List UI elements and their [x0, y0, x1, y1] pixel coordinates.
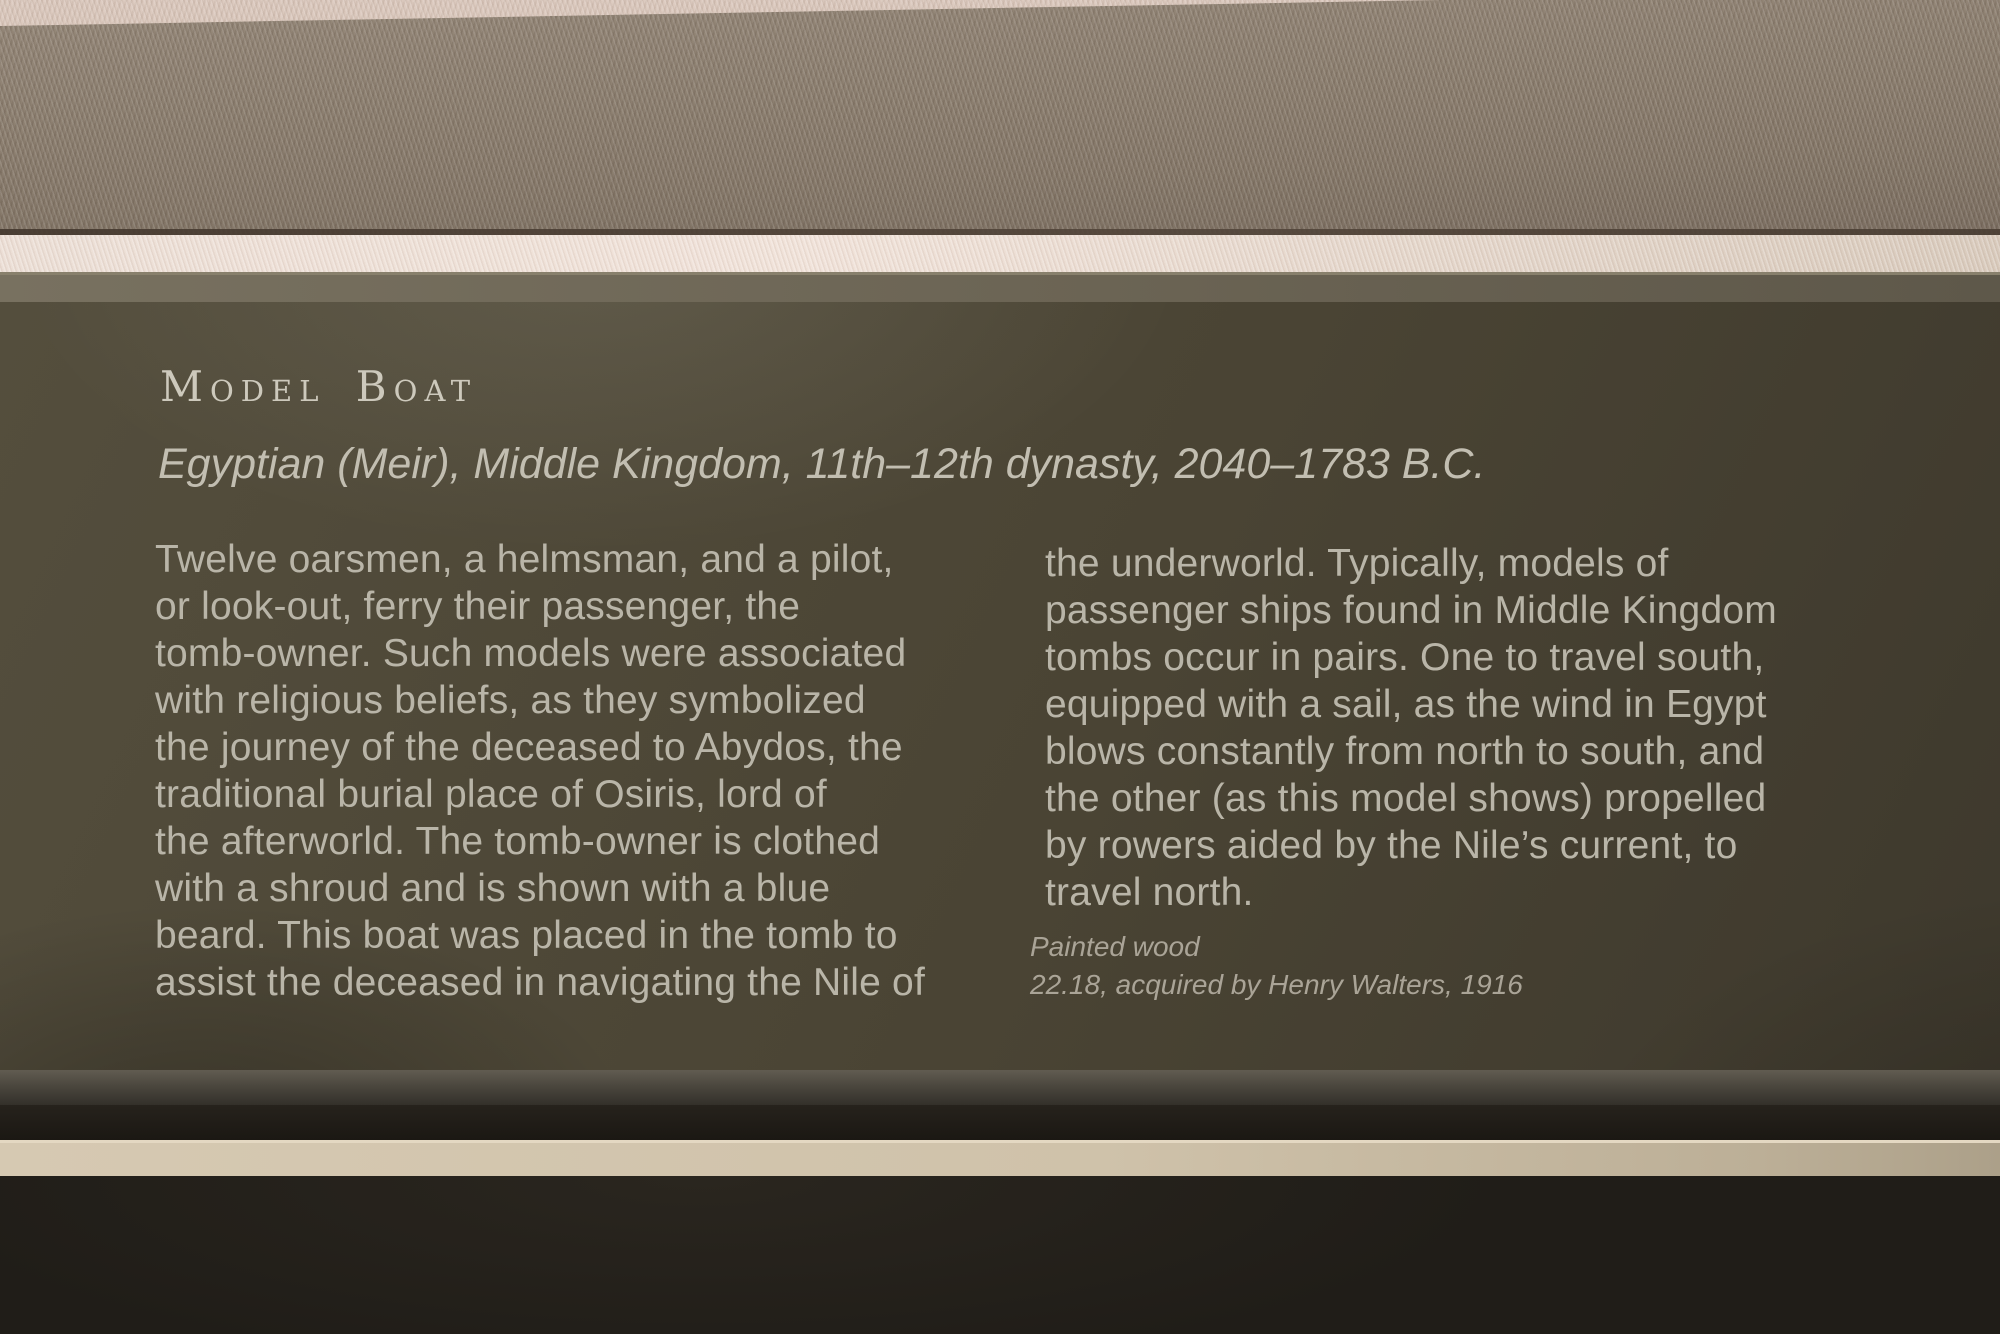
body-column-left [155, 536, 925, 1006]
body-text-line: or look-out, ferry their passenger, the [155, 585, 801, 628]
case-base-dark [0, 1176, 2000, 1334]
body-text-line: the other (as this model shows) propelled [1045, 777, 1767, 820]
plaque-face [0, 302, 2000, 1070]
plaque-bottom-bevel [0, 1070, 2000, 1105]
case-ledge-strip [0, 1140, 2000, 1176]
body-text-line: travel north. [1045, 871, 1254, 914]
body-text-line: the journey of the deceased to Abydos, the [155, 726, 903, 769]
plaque-top-bevel [0, 272, 2000, 302]
body-text-line: with religious beliefs, as they symbolized [155, 679, 866, 722]
body-text-line: the underworld. Typically, models of [1045, 542, 1669, 585]
gallery-wall-fabric [0, 0, 2000, 272]
label-plaque [0, 272, 2000, 1105]
body-text-line: with a shroud and is shown with a blue [155, 867, 831, 910]
body-text-line: by rowers aided by the Nile’s current, to [1045, 824, 1738, 867]
artifact-title: Model Boat [160, 362, 478, 411]
body-text-line: tombs occur in pairs. One to travel south, [1045, 636, 1765, 679]
body-text-line: tomb-owner. Such models were associated [155, 632, 907, 675]
shadow-gap [0, 1105, 2000, 1140]
body-text-line: passenger ships found in Middle Kingdom [1045, 589, 1777, 632]
artifact-tombstone: Egyptian (Meir), Middle Kingdom, 11th–12th dynasty, 2040–1783 B.C. [158, 440, 1486, 488]
body-text-line: Twelve oarsmen, a helmsman, and a pilot, [155, 538, 894, 581]
body-text-line: assist the deceased in navigating the Nile of [155, 961, 925, 1004]
accession-line: 22.18, acquired by Henry Walters, 1916 [1030, 969, 1523, 1000]
credit-block [1030, 928, 1523, 1004]
medium-line: Painted wood [1030, 931, 1200, 962]
wall-lit-strip [0, 235, 2000, 272]
body-text-line: traditional burial place of Osiris, lord of [155, 773, 827, 816]
body-column-right [1045, 540, 1777, 916]
body-text-line: equipped with a sail, as the wind in Egypt [1045, 683, 1767, 726]
body-text-line: the afterworld. The tomb-owner is clothed [155, 820, 880, 863]
body-text-line: beard. This boat was placed in the tomb to [155, 914, 898, 957]
body-text-line: blows constantly from north to south, and [1045, 730, 1765, 773]
wall-shadow-band [0, 0, 2000, 236]
